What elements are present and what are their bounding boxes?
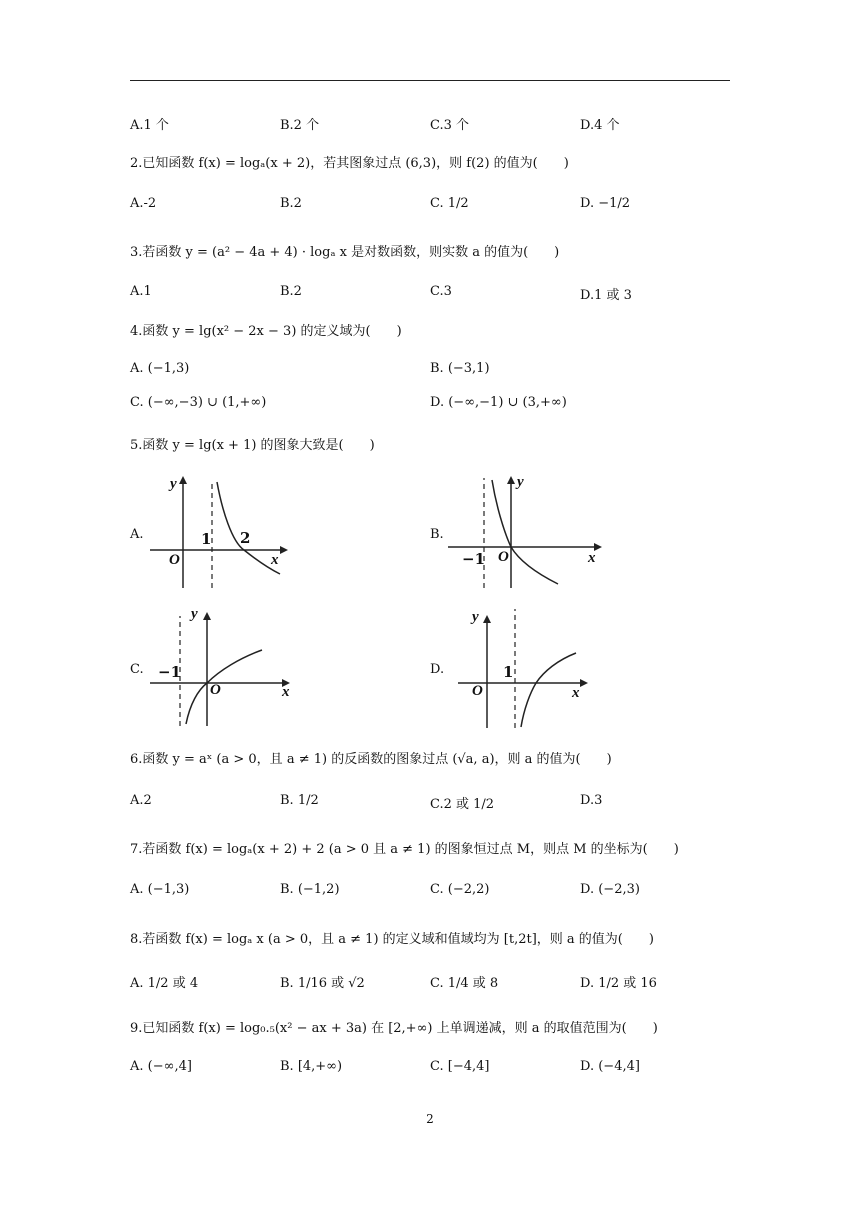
q1-option-a: A.1 个 [130, 118, 169, 133]
graph-d-origin: O [472, 683, 483, 699]
q1-option-b: B.2 个 [280, 118, 320, 133]
graph-a [150, 470, 290, 590]
q3-option-b: B.2 [280, 284, 302, 299]
q9-option-d: D. (−4,4] [580, 1059, 640, 1074]
q6-option-b: B. 1/2 [280, 793, 319, 808]
q8-option-c: C. 1/4 或 8 [430, 976, 499, 991]
q5-graph-label-b: B. [430, 527, 444, 542]
graph-d-tick-1: 1 [503, 663, 514, 681]
q7-option-a: A. (−1,3) [130, 882, 190, 897]
page-number: 2 [426, 1112, 434, 1126]
q7-option-b: B. (−1,2) [280, 882, 340, 897]
graph-b [448, 470, 608, 590]
graph-d-y-label: y [472, 609, 479, 625]
graph-a-y-label: y [170, 476, 177, 492]
q7-option-d: D. (−2,3) [580, 882, 640, 897]
q9-option-a: A. (−∞,4] [130, 1059, 192, 1074]
graph-c-tick-neg1: −1 [158, 663, 182, 681]
q9-stem: 9.已知函数 f(x) = log₀.₅(x² − ax + 3a) 在 [2,+∞) 上单调递减，则 a 的取值范围为( ) [130, 1021, 658, 1036]
q4-stem: 4.函数 y = lg(x² − 2x − 3) 的定义域为( ) [130, 324, 402, 339]
graph-d-x-label: x [572, 685, 580, 701]
graph-c [150, 600, 300, 728]
q5-graph-label-c: C. [130, 662, 144, 677]
q3-option-c: C.3 [430, 284, 452, 299]
q2-option-d: D. −1/2 [580, 196, 631, 211]
q3-option-a: A.1 [130, 284, 152, 299]
graph-d [458, 605, 598, 730]
graph-a-origin: O [169, 552, 180, 568]
q3-option-d: D.1 或 3 [580, 288, 632, 303]
graph-c-origin: O [210, 682, 221, 698]
q2-option-a: A.-2 [130, 196, 157, 211]
q3-stem: 3.若函数 y = (a² − 4a + 4) · logₐ x 是对数函数，则实数 a 的值为( ) [130, 245, 560, 260]
q7-stem: 7.若函数 f(x) = logₐ(x + 2) + 2 (a > 0 且 a ≠ 1) 的图象恒过点 M，则点 M 的坐标为( ) [130, 842, 679, 857]
q8-option-b: B. 1/16 或 √2 [280, 976, 365, 991]
q8-option-d: D. 1/2 或 16 [580, 976, 657, 991]
q7-option-c: C. (−2,2) [430, 882, 490, 897]
q5-graph-label-a: A. [130, 527, 144, 542]
q5-stem: 5.函数 y = lg(x + 1) 的图象大致是( ) [130, 438, 375, 453]
graph-c-y-label: y [191, 606, 198, 622]
graph-b-tick-neg1: −1 [462, 550, 486, 568]
q6-option-a: A.2 [130, 793, 152, 808]
graph-b-x-label: x [588, 550, 596, 566]
q6-option-d: D.3 [580, 793, 603, 808]
q1-option-c: C.3 个 [430, 118, 470, 133]
graph-b-y-label: y [517, 474, 524, 490]
q9-option-b: B. [4,+∞) [280, 1059, 343, 1074]
q6-stem: 6.函数 y = aˣ (a > 0，且 a ≠ 1) 的反函数的图象过点 (√a, a)，则 a 的值为( ) [130, 752, 612, 767]
q5-graph-label-d: D. [430, 662, 445, 677]
graph-a-x-label: x [271, 552, 279, 568]
q6-option-c: C.2 或 1/2 [430, 797, 495, 812]
graph-c-x-label: x [282, 684, 290, 700]
q2-option-c: C. 1/2 [430, 196, 469, 211]
q2-stem: 2.已知函数 f(x) = logₐ(x + 2)，若其图象过点 (6,3)，则 f(2) 的值为( ) [130, 156, 569, 171]
q8-stem: 8.若函数 f(x) = logₐ x (a > 0，且 a ≠ 1) 的定义域和值域均为 [t,2t]，则 a 的值为( ) [130, 932, 654, 947]
q1-option-d: D.4 个 [580, 118, 620, 133]
q8-option-a: A. 1/2 或 4 [130, 976, 199, 991]
graph-a-tick-1: 1 [201, 530, 212, 548]
q2-option-b: B.2 [280, 196, 302, 211]
graph-a-tick-2: 2 [240, 529, 251, 547]
q4-option-b: B. (−3,1) [430, 361, 490, 376]
graph-b-origin: O [498, 549, 509, 565]
q4-option-c: C. (−∞,−3) ∪ (1,+∞) [130, 395, 267, 410]
q4-option-a: A. (−1,3) [130, 361, 190, 376]
header-rule [130, 80, 730, 81]
q9-option-c: C. [−4,4] [430, 1059, 490, 1074]
q4-option-d: D. (−∞,−1) ∪ (3,+∞) [430, 395, 567, 410]
